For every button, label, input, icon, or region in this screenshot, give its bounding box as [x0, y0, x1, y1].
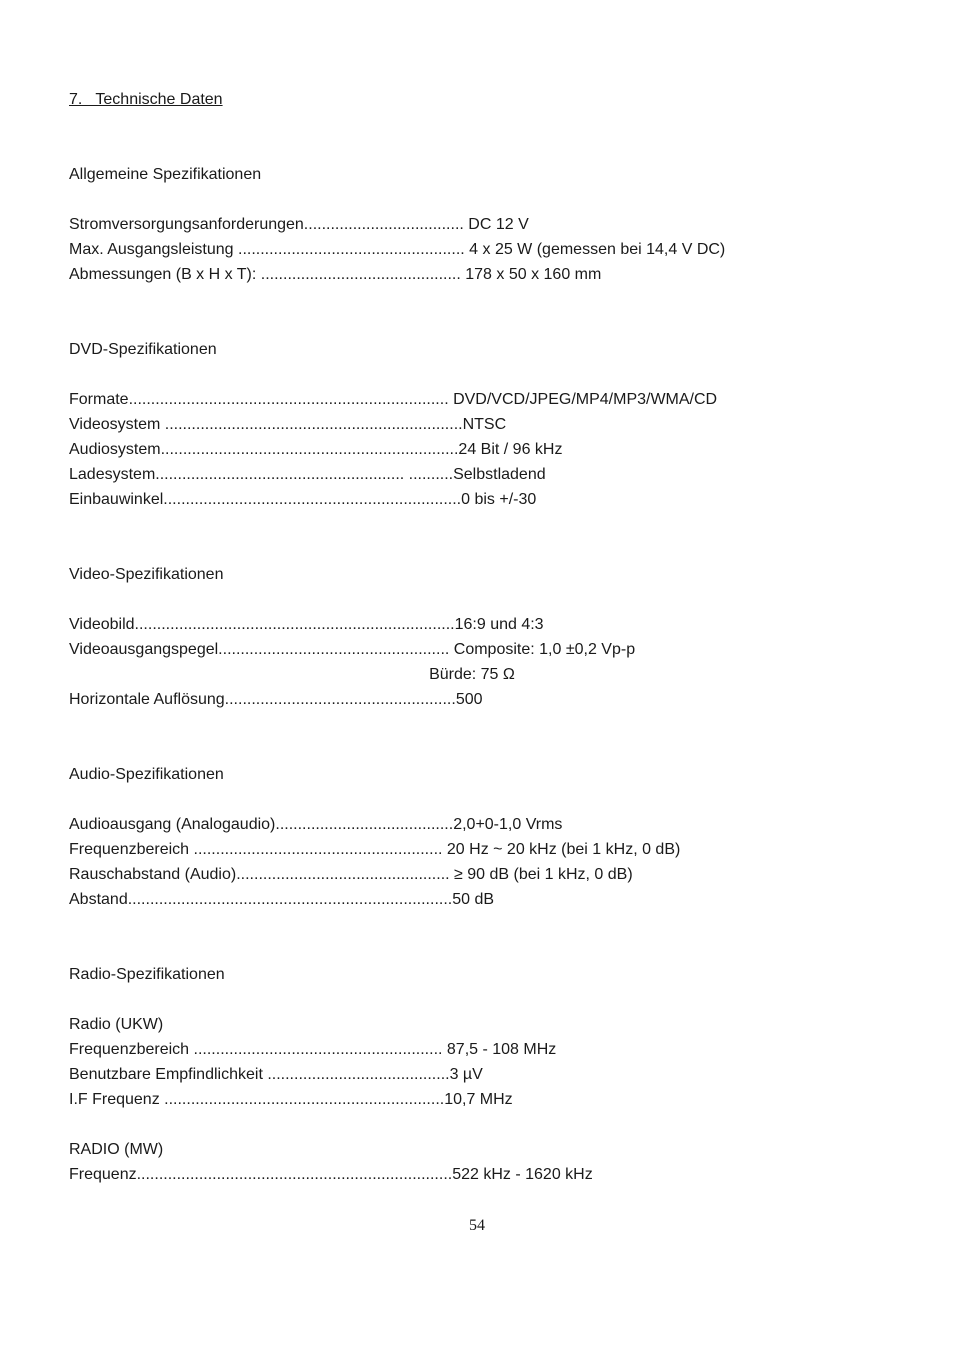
section-heading-general: Allgemeine Spezifikationen: [69, 166, 262, 183]
spec-line: Formate........................................................................ DVD/VCD/JPEG/MP4/MP3/WMA/CD: [69, 391, 718, 408]
section-heading-radio: Radio-Spezifikationen: [69, 966, 225, 983]
spec-line: Bürde: 75 Ω: [69, 666, 515, 683]
spec-line: Rauschabstand (Audio)................................................ ≥ 90 dB (bei 1 kHz, 0 dB): [69, 866, 633, 883]
spec-line: Videosystem ...................................................................NTSC: [69, 416, 507, 433]
page-title: 7. Technische Daten: [69, 91, 223, 108]
spec-line: Videobild........................................................................16:9 und 4:3: [69, 616, 544, 633]
page-number: 54: [469, 1217, 485, 1234]
spec-line: Einbauwinkel...................................................................0 bis +/-30: [69, 491, 537, 508]
spec-line: Frequenz.......................................................................522 kHz - 1620 kHz: [69, 1166, 593, 1183]
section-heading-video: Video-Spezifikationen: [69, 566, 224, 583]
spec-line: Horizontale Auflösung....................................................500: [69, 691, 483, 708]
spec-line: Abmessungen (B x H x T): ............................................. 178 x 50 x 160 mm: [69, 266, 602, 283]
spec-line: Abstand.........................................................................50 dB: [69, 891, 495, 908]
subsection-heading-mw: RADIO (MW): [69, 1141, 164, 1158]
spec-line: Benutzbare Empfindlichkeit .........................................3 µV: [69, 1066, 483, 1083]
spec-line: Frequenzbereich ........................................................ 87,5 - 108 MHz: [69, 1041, 557, 1058]
spec-line: I.F Frequenz ...............................................................10,7 MHz: [69, 1091, 513, 1108]
spec-line: Max. Ausgangsleistung ................................................... 4 x 25 W (gemessen bei 14,4 V DC): [69, 241, 726, 258]
section-heading-audio: Audio-Spezifikationen: [69, 766, 224, 783]
spec-line: Audiosystem...................................................................24 Bit / 96 kHz: [69, 441, 563, 458]
spec-line: Stromversorgungsanforderungen.................................... DC 12 V: [69, 216, 529, 233]
section-heading-dvd: DVD-Spezifikationen: [69, 341, 217, 358]
spec-line: Ladesystem........................................................ ..........Selbstladend: [69, 466, 546, 483]
spec-line: Frequenzbereich ........................................................ 20 Hz ~ 20 kHz (bei 1 kHz, 0 dB): [69, 841, 681, 858]
spec-line: Videoausgangspegel.................................................... Composite: 1,0 ±0,2 Vp-p: [69, 641, 636, 658]
subsection-heading-ukw: Radio (UKW): [69, 1016, 164, 1033]
spec-line: Audioausgang (Analogaudio)........................................2,0+0-1,0 Vrms: [69, 816, 563, 833]
